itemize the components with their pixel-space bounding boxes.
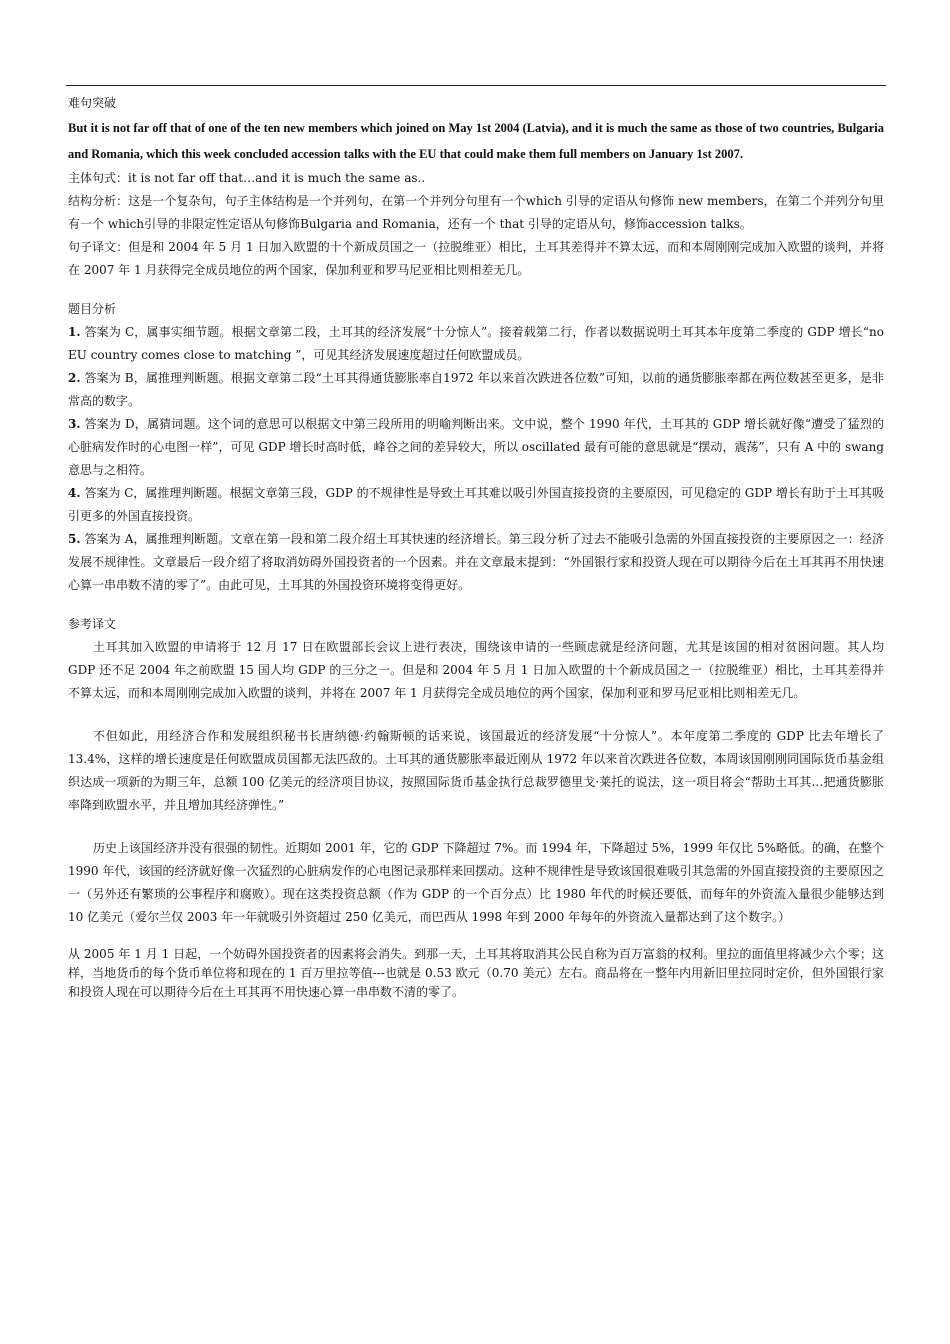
top-rule (66, 85, 886, 86)
answer-item (68, 321, 884, 367)
translation-paragraph-1: 土耳其加入欧盟的申请将于 12 月 17 日在欧盟部长会议上进行表决，围绕该申请的一些顾虑就是经济问题，尤其是该国的相对贫困问题。其人均 GDP 还不足 2004 年之前欧盟 15 国人均 GDP 的三分之一。但是和 2004 年 5 月 1 日加入欧盟的十个新成员国之一（拉脱维亚）相比，土耳其差得并不算太远，而和本周刚刚完成加入欧盟的谈判，并将在 2007 年 1 月获得完全成员地位的两个国家，保加利亚和罗马尼亚相比则相差无几。 (68, 640, 884, 700)
answer-number: 5. (68, 532, 81, 546)
answer-text: 答案为 B，属推理判断题。根据文章第二段“土耳其得通货膨胀率自1972 年以来首次跌进各位数”可知，以前的通货膨胀率都在两位数甚至更多，是非常高的数字。 (68, 371, 884, 408)
answer-number: 1. (68, 325, 81, 339)
answer-text: 答案为 C，属推理判断题。根据文章第三段，GDP 的不规律性是导致土耳其难以吸引外国直接投资的主要原因，可见稳定的 GDP 增长有助于土耳其吸引更多的外国直接投资。 (68, 486, 884, 523)
section-heading-difficult-sentence: 难句突破 (68, 96, 117, 110)
section-heading-reference-translation: 参考译文 (68, 617, 117, 631)
answer-number: 2. (68, 371, 81, 385)
answer-item (68, 482, 884, 528)
answer-text: 答案为 A，属推理判断题。文章在第一段和第二段介绍土耳其快速的经济增长。第三段分析了过去不能吸引急需的外国直接投资的主要原因之一：经济发展不规律性。文章最后一段介绍了将取消妨碍外国投资者的一个因素。并在文章最末提到：“外国银行家和投资人现在可以期待今后在土耳其再不用快速心算一串串数不清的零了”。由此可见，土耳其的外国投资环境将变得更好。 (68, 532, 884, 592)
answer-number: 3. (68, 417, 81, 431)
translation-paragraph-2: 不但如此，用经济合作和发展组织秘书长唐纳德·约翰斯顿的话来说，该国最近的经济发展“十分惊人”。本年度第二季度的 GDP 比去年增长了 13.4%，这样的增长速度是任何欧盟成员国都无法匹敌的。土耳其的通货膨胀率最近刚从 1972 年以来首次跌进各位数，本周该国刚刚同国际货币基金组织达成一项新的为期三年，总额 100 亿美元的经济项目协议，按照国际货币基金执行总裁罗德里戈·莱托的说法，这一项目将会“帮助土耳其…把通货膨胀率降到欧盟水平，并且增加其经济弹性。” (68, 729, 884, 812)
sentence-translation: 句子译文：但是和 2004 年 5 月 1 日加入欧盟的十个新成员国之一（拉脱维亚）相比，土耳其差得并不算太远，而和本周刚刚完成加入欧盟的谈判，并将在 2007 年 1 月获得完全成员地位的两个国家，保加利亚和罗马尼亚相比则相差无几。 (68, 240, 884, 277)
answer-item (68, 528, 884, 597)
main-clause: 主体句式：it is not far off that…and it is much the same as.. (68, 171, 426, 185)
answer-item (68, 413, 884, 482)
difficult-sentence: But it is not far off that of one of the ten new members which joined on May 1st 2004 (Latvia), and it is much the same as those of two countries, Bulgaria and Romania, which this week concluded accession talks with the EU that could make them full members on January 1st 2007. (68, 121, 884, 161)
answer-number: 4. (68, 486, 81, 500)
document-body (68, 92, 884, 1002)
translation-paragraph-4: 从 2005 年 1 月 1 日起，一个妨碍外国投资者的因素将会消失。到那一天，土耳其将取消其公民自称为百万富翁的权利。里拉的面值里将减少六个零；这样，当地货币的每个货币单位将和现在的 1 百万里拉等值---也就是 0.53 欧元（0.70 美元）左右。商品将在一整年内用新旧里拉同时定价，但外国银行家和投资人现在可以期待今后在土耳其再不用快速心算一串串数不清的零了。 (68, 947, 884, 999)
answer-text: 答案为 D，属猜词题。这个词的意思可以根据文中第三段所用的明喻判断出来。文中说，整个 1990 年代，土耳其的 GDP 增长就好像“遭受了猛烈的心脏病发作时的心电图一样”，可见 GDP 增长时高时低，峰谷之间的差异较大，所以 oscillated 最有可能的意思就是“摆动，震荡”，只有 A 中的 swang 意思与之相符。 (68, 417, 884, 477)
section-heading-question-analysis: 题目分析 (68, 302, 117, 316)
translation-paragraph-3: 历史上该国经济并没有很强的韧性。近期如 2001 年，它的 GDP 下降超过 7%。而 1994 年，下降超过 5%，1999 年仅比 5%略低。的确，在整个 1990 年代，该国的经济就好像一次猛烈的心脏病发作的心电图记录那样来回摆动。这种不规律性是导致该国很难吸引其急需的外国直接投资的主要原因之一（另外还有繁琐的公事程序和腐败）。现在这类投资总额（作为 GDP 的一个百分点）比 1980 年代的时候还要低，而每年的外资流入量很少能够达到 10 亿美元（爱尔兰仅 2003 年一年就吸引外资超过 250 亿美元，而巴西从 1998 年到 2000 年每年的外资流入量都达到了这个数字。） (68, 841, 884, 924)
answer-text: 答案为 C，属事实细节题。根据文章第二段，土耳其的经济发展“十分惊人”。接着载第二行，作者以数据说明土耳其本年度第二季度的 GDP 增长“no EU country comes close to matching ”，可见其经济发展速度超过任何欧盟成员。 (68, 325, 884, 362)
answer-item (68, 367, 884, 413)
structure-analysis: 结构分析：这是一个复杂句，句子主体结构是一个并列句，在第一个并列分句里有一个which 引导的定语从句修饰 new members，在第二个并列分句里有一个 which引导的非限定性定语从句修饰Bulgaria and Romania，还有一个 that 引导的定语从句，修饰accession talks。 (68, 194, 884, 231)
